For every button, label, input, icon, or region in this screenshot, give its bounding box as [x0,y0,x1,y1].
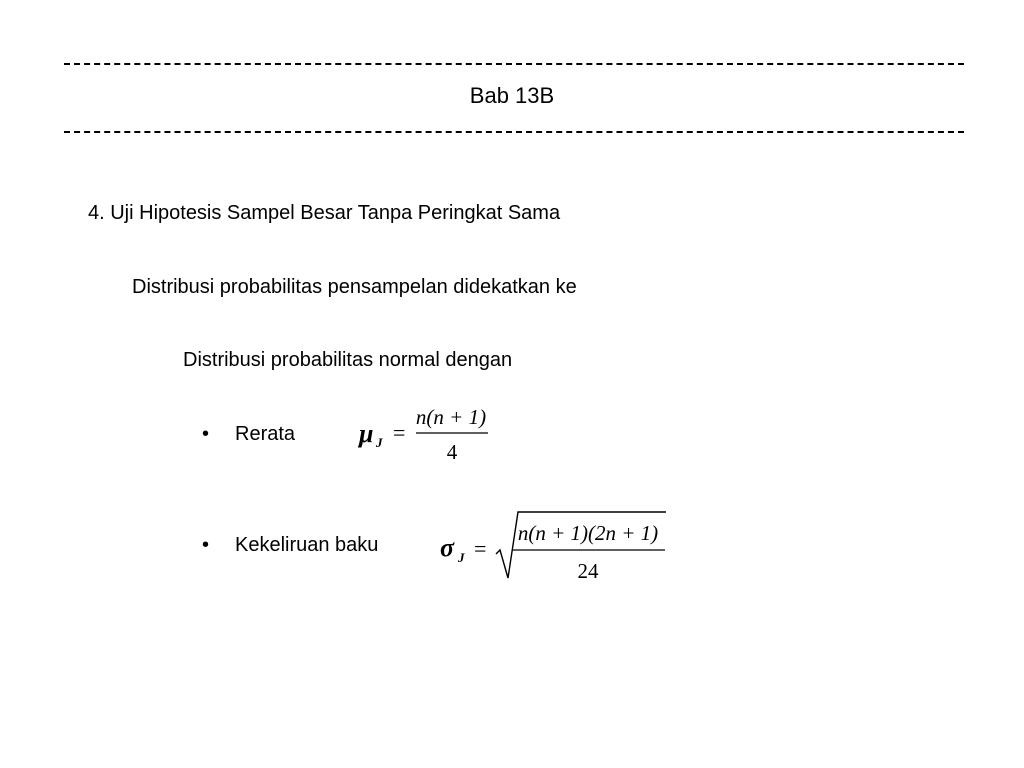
standard-error-formula [436,508,676,588]
bullet-marker: • [202,534,210,556]
bullet-label-mean: Rerata [235,423,296,445]
mean-denominator: 4 [446,440,458,464]
mu-symbol: μ [359,419,374,448]
bullet-item-mean [202,421,295,447]
sigma-symbol: σ [440,533,455,562]
bullet-marker: • [202,423,210,445]
standard-error-denominator: 24 [577,559,599,583]
standard-error-numerator: n(n + 1)(2n + 1) [517,521,659,545]
slide-title: Bab 13B [469,83,555,108]
mean-subscript: J [376,435,383,450]
body-line-normal-distribution: Distribusi probabilitas normal dengan [183,349,513,371]
bullet-item-standard-error [202,532,378,558]
mean-numerator: n(n + 1) [415,405,487,429]
mean-formula [355,398,505,470]
standard-error-equals-sign: = [474,536,487,561]
bottom-dashed-rule [64,131,964,133]
standard-error-subscript: J [458,550,465,565]
top-dashed-rule [64,63,964,65]
bullet-label-standard-error: Kekeliruan baku [235,534,379,556]
body-line-sampling-distribution: Distribusi probabilitas pensampelan didekatkan ke [132,276,577,298]
mean-equals-sign: = [393,420,406,445]
section-heading: 4. Uji Hipotesis Sampel Besar Tanpa Peringkat Sama [88,202,561,224]
